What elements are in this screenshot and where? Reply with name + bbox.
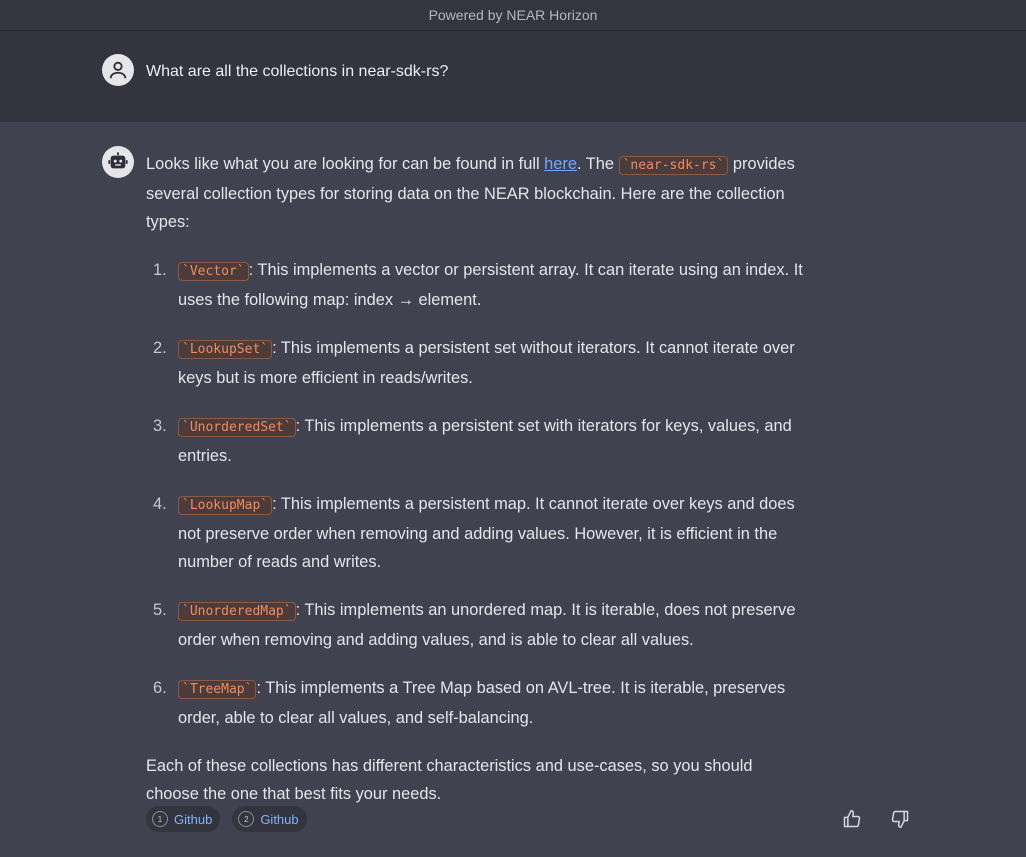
intro-text-after-link: . The [576, 155, 619, 173]
list-item [146, 256, 806, 314]
list-item-number: 3. [153, 417, 167, 435]
list-item-number: 4. [153, 495, 167, 513]
powered-by-banner [0, 0, 1026, 31]
source-chip-github-2[interactable] [232, 806, 306, 832]
inline-code: `LookupMap` [178, 496, 272, 515]
conclusion-paragraph: Each of these collections has different characteristics and use-cases, so you should choose the one that best fits your needs. [146, 757, 753, 803]
thumbs-down-icon [890, 809, 910, 829]
inline-code: `UnorderedMap` [178, 602, 296, 621]
list-item [146, 674, 806, 732]
list-item-number: 6. [153, 679, 167, 697]
sources-list [146, 806, 307, 832]
assistant-message-content [146, 150, 806, 808]
user-message-text: What are all the collections in near-sdk-rs? [146, 63, 449, 80]
intro-text: Looks like what you are looking for can be found in full [146, 155, 545, 173]
thumbs-up-icon [842, 809, 862, 829]
list-item-text: : This implements a persistent set with iterators for keys, values, and entries. [178, 417, 792, 465]
list-item-number: 1. [153, 261, 167, 279]
source-index-badge: 1 [152, 811, 168, 827]
inline-code: `TreeMap` [178, 680, 256, 699]
list-item [146, 490, 806, 576]
list-item-text: : This implements a Tree Map based on AVL-tree. It is iterable, preserves order, able to clear all values, and self-balancing. [178, 679, 786, 727]
person-icon [107, 59, 129, 81]
source-chip-github-1[interactable] [146, 806, 220, 832]
intro-text-rest: provides several collection types for storing data on the NEAR blockchain. Here are the collection types: [146, 155, 795, 231]
here-link[interactable]: here [544, 155, 577, 173]
source-label: Github [174, 811, 213, 827]
list-item [146, 334, 806, 392]
inline-code: `near-sdk-rs` [619, 156, 729, 175]
inline-code: `Vector` [178, 262, 249, 281]
intro-paragraph [146, 150, 806, 236]
inline-code: `LookupSet` [178, 340, 272, 359]
list-item-text: : This implements an unordered map. It is iterable, does not preserve order when removing and adding values, and is able to clear all values. [178, 601, 796, 649]
source-index-badge: 2 [238, 811, 254, 827]
list-item-text: : This implements a persistent set without iterators. It cannot iterate over keys but is more efficient in reads/writes. [178, 339, 795, 387]
powered-by-text: Powered by NEAR Horizon [428, 7, 598, 23]
list-item [146, 412, 806, 470]
thumbs-down-button[interactable] [888, 807, 912, 831]
assistant-message-row [0, 122, 1026, 857]
list-item-text: : This implements a persistent map. It cannot iterate over keys and does not preserve order when removing and adding values. However, it is efficient in the number of reads and writes. [178, 495, 795, 571]
robot-icon [107, 151, 129, 173]
inline-code: `UnorderedSet` [178, 418, 296, 437]
list-item-number: 2. [153, 339, 167, 357]
user-avatar [102, 54, 134, 86]
collection-list [146, 256, 806, 732]
list-item [146, 596, 806, 654]
user-message-row [0, 31, 1026, 122]
thumbs-up-button[interactable] [840, 807, 864, 831]
source-label: Github [260, 811, 299, 827]
assistant-avatar [102, 146, 134, 178]
list-item-text: : This implements a vector or persistent array. It can iterate using an index. It uses the following map: index → element. [178, 261, 803, 309]
list-item-number: 5. [153, 601, 167, 619]
